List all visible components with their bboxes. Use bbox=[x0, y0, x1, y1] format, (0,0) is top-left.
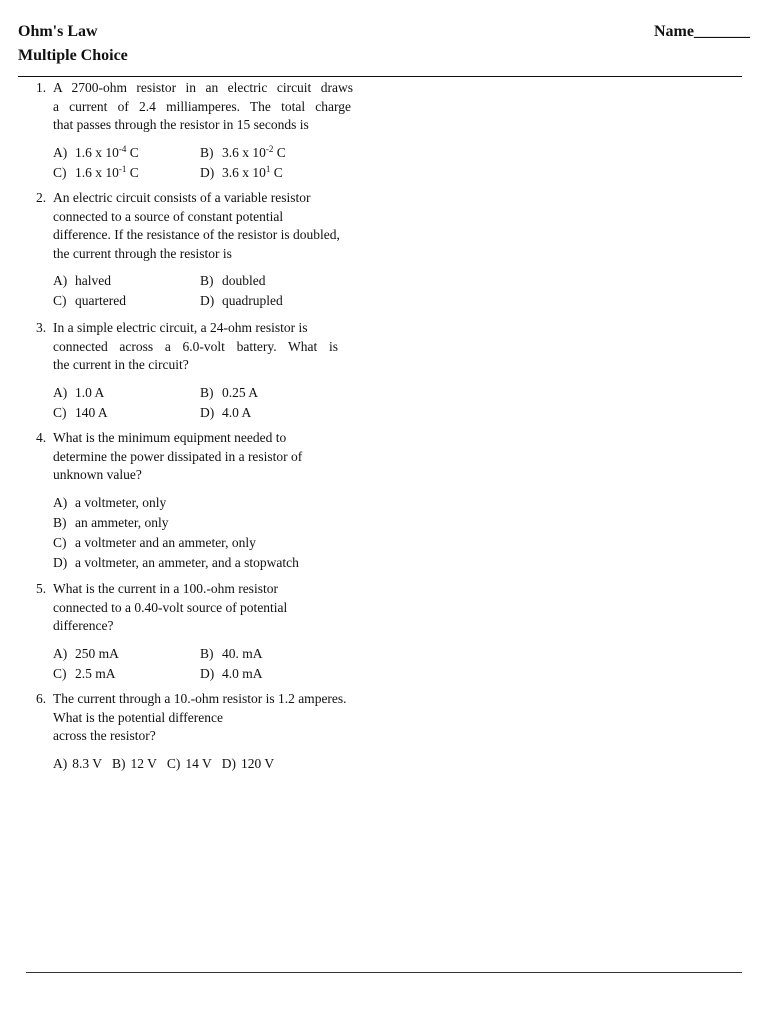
question-number: 6. bbox=[36, 691, 47, 706]
answer-option-b[interactable] bbox=[200, 271, 347, 291]
option-label: A) bbox=[53, 645, 68, 661]
question-text-line: connected across a 6.0-volt battery. What is bbox=[53, 338, 338, 354]
name-field-label: Name_______ bbox=[654, 23, 750, 40]
header-divider bbox=[18, 76, 742, 77]
option-label: D) bbox=[200, 665, 215, 681]
question-text-line: An electric circuit consists of a variable resistor bbox=[53, 190, 311, 205]
answer-option-c[interactable] bbox=[53, 163, 200, 183]
option-label: B) bbox=[200, 384, 214, 400]
answer-option-b[interactable] bbox=[53, 513, 169, 533]
question-text-line: In a simple electric circuit, a 24-ohm resistor is bbox=[53, 320, 308, 335]
option-label: A) bbox=[53, 494, 68, 510]
option-label: D) bbox=[221, 755, 237, 771]
option-text: a voltmeter, an ammeter, and a stopwatch bbox=[75, 554, 299, 570]
option-text: quadrupled bbox=[222, 293, 283, 308]
option-label: B) bbox=[112, 755, 126, 771]
answer-option-d[interactable] bbox=[53, 553, 299, 573]
question-2 bbox=[36, 189, 396, 311]
question-text-line: determine the power dissipated in a resistor of bbox=[53, 448, 303, 464]
question-text-line: a current of 2.4 milliamperes. The total charge bbox=[53, 98, 351, 114]
answer-option-d[interactable] bbox=[200, 163, 347, 183]
option-text: halved bbox=[75, 273, 111, 288]
question-text-line: The current through a 10.-ohm resistor is 1.2 amperes. bbox=[53, 691, 347, 706]
question-text-line: connected to a 0.40-volt source of potential bbox=[53, 599, 288, 615]
answer-option-d[interactable] bbox=[222, 754, 274, 774]
option-text: 140 A bbox=[75, 404, 108, 420]
question-text-line: difference. If the resistance of the resistor is doubled, bbox=[53, 227, 340, 242]
question-text-line: connected to a source of constant potential bbox=[53, 208, 284, 224]
question-text-line: the current through the resistor is bbox=[53, 245, 232, 261]
option-label: C) bbox=[166, 755, 181, 771]
option-label: A) bbox=[53, 273, 68, 288]
answer-option-a[interactable] bbox=[53, 383, 200, 403]
answer-option-c[interactable] bbox=[53, 533, 256, 553]
answer-option-d[interactable] bbox=[200, 403, 347, 423]
option-text: 14 V bbox=[185, 755, 212, 771]
answer-option-a[interactable] bbox=[53, 754, 102, 774]
question-3 bbox=[36, 319, 396, 423]
option-text: 120 V bbox=[241, 755, 275, 771]
question-text-line: across the resistor? bbox=[53, 728, 156, 743]
answer-option-d[interactable] bbox=[200, 664, 347, 684]
option-label: C) bbox=[53, 164, 67, 180]
worksheet-title: Ohm's Law bbox=[18, 23, 98, 40]
option-text: 1.0 A bbox=[75, 384, 105, 400]
option-label: C) bbox=[53, 534, 67, 550]
answer-option-c[interactable] bbox=[53, 664, 200, 684]
answer-option-a[interactable] bbox=[53, 271, 200, 291]
answer-option-d[interactable] bbox=[200, 291, 347, 311]
answer-option-b[interactable] bbox=[200, 143, 347, 163]
question-text-line: What is the minimum equipment needed to bbox=[53, 430, 287, 445]
option-label: B) bbox=[53, 514, 67, 530]
option-label: B) bbox=[200, 273, 214, 288]
question-6 bbox=[36, 690, 396, 774]
question-text-line: difference? bbox=[53, 618, 114, 633]
option-text: 250 mA bbox=[75, 645, 119, 661]
option-text: a voltmeter, only bbox=[75, 494, 167, 510]
option-text: quartered bbox=[75, 293, 126, 308]
question-number: 1. bbox=[36, 80, 47, 95]
option-text: doubled bbox=[222, 273, 266, 288]
option-label: A) bbox=[53, 144, 68, 160]
answer-option-b[interactable] bbox=[200, 644, 347, 664]
option-label: B) bbox=[200, 144, 214, 160]
question-number: 3. bbox=[36, 320, 47, 335]
option-label: B) bbox=[200, 645, 214, 661]
question-4 bbox=[36, 429, 396, 573]
question-text-line: unknown value? bbox=[53, 467, 142, 482]
option-text: a voltmeter and an ammeter, only bbox=[75, 534, 256, 550]
option-text: 8.3 V bbox=[72, 755, 103, 771]
question-5 bbox=[36, 580, 396, 684]
answer-option-c[interactable] bbox=[53, 291, 200, 311]
option-text: 1.6 x $10^{-4}$ C bbox=[75, 143, 139, 160]
question-text-line: What is the potential difference bbox=[53, 709, 223, 725]
option-text: 1.6 x $10^{-1}$ C bbox=[75, 163, 139, 180]
question-text-line: A 2700-ohm resistor in an electric circuit draws bbox=[53, 80, 353, 95]
option-label: D) bbox=[200, 164, 215, 180]
option-label: C) bbox=[53, 404, 67, 420]
worksheet-subtitle: Multiple Choice bbox=[18, 47, 128, 64]
answer-option-b[interactable] bbox=[112, 754, 157, 774]
answer-option-c[interactable] bbox=[167, 754, 212, 774]
option-text: 3.6 x $10^{-2}$ C bbox=[222, 143, 286, 160]
option-label: A) bbox=[53, 384, 68, 400]
question-text-line: the current in the circuit? bbox=[53, 357, 189, 372]
option-label: D) bbox=[200, 293, 215, 308]
option-label: C) bbox=[53, 293, 67, 308]
answer-option-a[interactable] bbox=[53, 644, 200, 664]
option-text: 4.0 A bbox=[222, 404, 252, 420]
option-label: D) bbox=[200, 404, 215, 420]
answer-option-a[interactable] bbox=[53, 143, 200, 163]
option-text: 0.25 A bbox=[222, 384, 259, 400]
answer-option-c[interactable] bbox=[53, 403, 200, 423]
option-text: 4.0 mA bbox=[222, 665, 263, 681]
answer-option-b[interactable] bbox=[200, 383, 347, 403]
question-number: 5. bbox=[36, 581, 47, 596]
question-text-line: that passes through the resistor in 15 seconds is bbox=[53, 117, 309, 132]
option-label: D) bbox=[53, 554, 68, 570]
question-number: 2. bbox=[36, 190, 47, 205]
answer-option-a[interactable] bbox=[53, 493, 166, 513]
option-text: 3.6 x $10^1$ C bbox=[222, 163, 283, 180]
option-text: 40. mA bbox=[222, 645, 263, 661]
option-text: 2.5 mA bbox=[75, 665, 116, 681]
question-text-line: What is the current in a 100.-ohm resistor bbox=[53, 581, 278, 596]
option-text: 12 V bbox=[130, 755, 157, 771]
footer-divider bbox=[26, 972, 742, 973]
question-number: 4. bbox=[36, 430, 47, 445]
option-text: an ammeter, only bbox=[75, 514, 169, 530]
option-label: C) bbox=[53, 665, 67, 681]
option-label: A) bbox=[53, 755, 68, 771]
question-1 bbox=[36, 79, 396, 183]
